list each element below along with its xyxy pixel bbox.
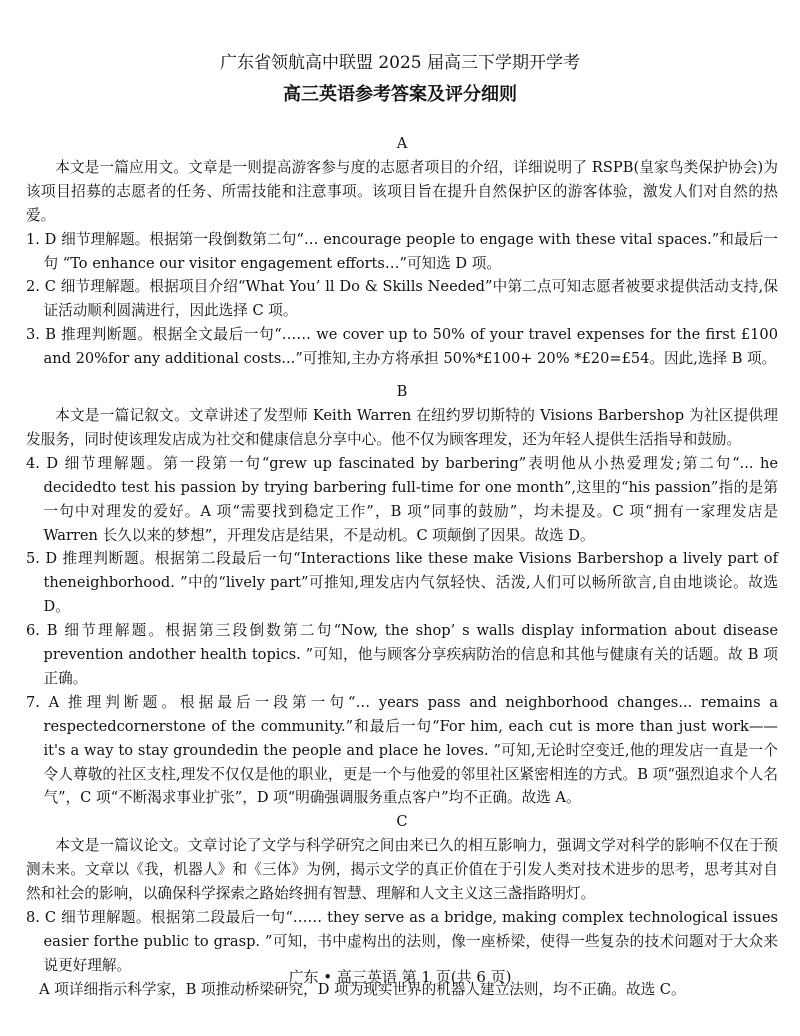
answer-5: 5. D 推理判断题。根据第二段最后一句“Interactions like these make Visions Barbershop a lively part of theneighborhood. ”中的“lively part”可推知,理发店内气氛轻快、活泼,人们可以畅所欲言,自由地谈论。故选 D。 (26, 550, 778, 616)
answer-2: 2. C 细节理解题。根据项目介绍“What You’ ll Do & Skills Needed”中第二点可知志愿者被要求提供活动支持,保证活动顺利圆满进行，因此选择 C 项。 (26, 278, 778, 320)
answer-1: 1. D 细节理解题。根据第一段倒数第二句“… encourage people to engage with these vital spaces.”和最后一句 “To enhance our visitor engagement efforts…”可知选 D 项。 (26, 230, 778, 272)
answer-4: 4. D 细节理解题。第一段第一句“grew up fascinated by barbering”表明他从小热爱理发;第二句“... he decidedto test his passion by trying barbering full-time for one month”,这里的“his passion”指的是第一句中对理发的爱好。A 项“需要找到稳定工作”，B 项“同事的鼓励”，均未提及。C 项“拥有一家理发店是 Warren 长久以来的梦想”，开理发店是结果，不是动机。C 项颠倒了因果。故选 D。 (26, 454, 778, 544)
exam-title: 广东省领航高中联盟 2025 届高三下学期开学考 (219, 53, 581, 73)
document-subtitle: 高三英语参考答案及评分细则 (283, 84, 517, 105)
page-footer: 广东 • 高三英语 第 1 页(共 6 页) (288, 968, 512, 986)
section-c-intro: 本文是一篇议论文。文章讨论了文学与科学研究之间由来已久的相互影响力，强调文学对科学的影响不仅在于预测未来。文章以《我，机器人》和《三体》为例，揭示文学的真正价值在于引发人类对技术进步的思考，思考其对自然和社会的影响，以确保科学探索之路始终拥有智慧、理解和人文主义这三盏指路明灯。 (26, 837, 778, 903)
answer-8: 8. C 细节理解题。根据第二段最后一句“…… they serve as a bridge, making complex technological issues easier forthe public to grasp. ”可知，书中虚构出的法则，像一座桥梁，使得一些复杂的技术问题对于大众来说更好理解。 (26, 909, 778, 974)
answer-6: 6. B 细节理解题。根据第三段倒数第二句“Now, the shop’ s walls display information about disease prevention andother health topics. ”可知，他与顾客分享疾病防治的信息和其他与健康有关的话题。故 B 项正确。 (26, 622, 778, 687)
section-label-b: B (396, 383, 408, 401)
answer-3: 3. B 推理判断题。根据全文最后一句“…… we cover up to 50% of your travel expenses for the first £100 and 20%for any additional costs...”可推知,主办方将承担 50%*£100+ 20% *£20=£54。因此,选择 B 项。 (26, 326, 778, 368)
answer-content (26, 132, 778, 1002)
section-label-a: A (396, 135, 408, 152)
section-label-c: C (396, 813, 408, 831)
section-b-intro: 本文是一篇记叙文。文章讲述了发型师 Keith Warren 在纽约罗切斯特的 Visions Barbershop 为社区提供理发服务，同时使该理发店成为社交和健康信息分享中心。他不仅为顾客理发，还为年轻人提供生活指导和鼓励。 (26, 406, 778, 448)
answer-8-note: A 项详细指示科学家，B 项推动桥梁研究，D 项为现实世界的机器人建立法则，均不正确。故选 C。 (39, 980, 686, 998)
section-a-intro: 本文是一篇应用文。文章是一则提高游客参与度的志愿者项目的介绍，详细说明了 RSPB(皇家鸟类保护协会)为该项目招募的志愿者的任务、所需技能和注意事项。该项目旨在提升自然保护区的游客体验，激发人们对自然的热爱。 (26, 158, 778, 224)
answer-7: 7. A 推理判断题。根据最后一段第一句“… years pass and neighborhood changes... remains a respectedcornerstone of the community.”和最后一句“For him, each cut is more than just work—— it's a way to stay groundedin the people and place he loves. ”可知,无论时空变迁,他的理发店一直是一个令人尊敬的社区支柱,理发不仅仅是他的职业，更是一个与他爱的邻里社区紧密相连的方式。B 项“强烈追求个人名气”，C 项“不断渴求事业扩张”，D 项“明确强调服务重点客户”均不正确。故选 A。 (26, 693, 778, 807)
